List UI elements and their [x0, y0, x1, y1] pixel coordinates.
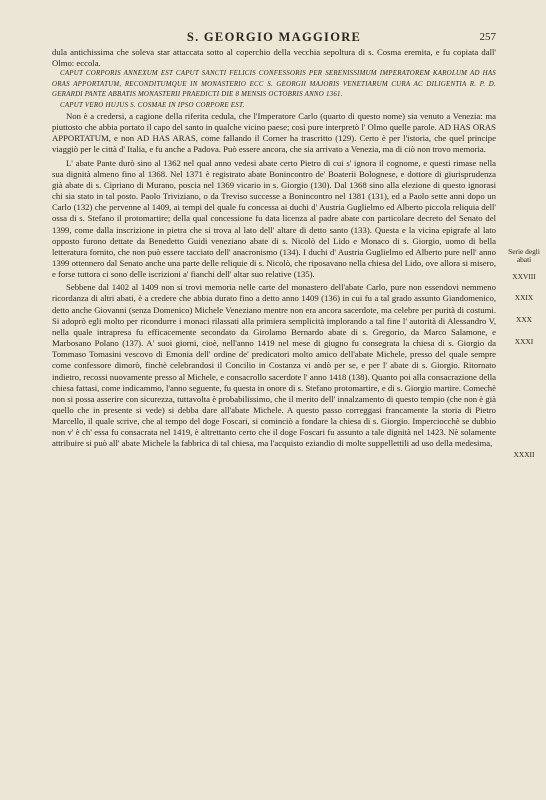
page-header — [52, 30, 496, 46]
margin-note-xxviii: XXVIII — [512, 272, 536, 281]
main-text — [52, 47, 496, 450]
margin-note-xxx: XXX — [515, 315, 532, 324]
running-title: S. GEORGIO MAGGIORE — [186, 30, 362, 44]
latin-inscription: CAPUT CORPORIS ANNEXUM EST CAPUT SANCTI FELICIS CONFESSORIS PER SERENISSIMUM IMPERATOREM KAROLUM AD HAS ORAS APPORTATUM, RECONDITUMQUE IN MONASTERIO ECC S. GEORGII MAJORIS VENETIARUM CURA AC DILIGENTIA R. P. D. GERARDI PANTE ABBATIS MONASTERII PRAEDICTI DIE 8 MENSIS OCTOBRIS ANNO 1361. — [52, 70, 496, 99]
paragraph-abbots-list: L' abate Pante durò sino al 1362 nel qual anno vedesi abate certo Pietro di cui s' ignora il cognome, e questi rimase nella sua dignità almeno fino al 1368. Nel 1371 è registrato abate Bonincontro de' Boaterii Bolognese, e dottore di giurisprudenza già abate di s. Cipriano di Murano, poscia nel 1369 vicario in s. Giorgio (130). Dal 1368 sino alla elezione di questo ignorasi chi sia stato in tal posto. Paolo Triviziano, o da Treviso successe a Bonincontro nel 1381 (131), ed a Paolo sette anni dopo un Carlo (132) che pervenne al 1409, ai tempi del quale fu concessa ai duchi d' Austria Guglielmo ed Alberto piccola reliquia dell' ossa di s. Stefano il protomartire; della qual concessione fu data licenza al padre abate con particolare decreto del Senato del 1399, come dalla inscrizione in pietra che si trova al lato dell' altare di detto santo (133). Questa e la vicina epigrafe al lato opposto furono dettate da Benedetto Guidi veneziano abate di s. Nicolò del Lido e Monaco di s. Giorgio, uomo di bella letteratura fornito, che non può essere tacciato dell' anacronismo (134). I duchi d' Austria Guglielmo ed Alberto pure nell' anno 1399 ottennero dal Senato anche una parte delle reliquie di s. Nicolò, che riposavano nella chiesa del Lido, ove allora si misero, e forse tuttora ci sono delle iscrizioni a' fianchi dell' altar suo relative (135). — [52, 157, 496, 280]
paragraph-cedula-intro: dula antichissima che soleva star attaccata sotto al coperchio della vecchia sepoltura di s. Cosma eremita, e fu copiata dall' Olmo: eccola. — [52, 47, 496, 69]
margin-note-xxxii: XXXII — [513, 450, 535, 459]
margin-note-xxxi: XXXI — [514, 337, 534, 346]
paragraph-carlo: Non è a credersi, a cagione della riferita cedula, che l'Imperatore Carlo (quarto di questo nome) sia venuto a Venezia: ma piuttosto che abbia portato il capo del santo in qualche vicino paese; così pure interpretò l' Olmo quelle parole. AD HAS ORAS APPORTATUM, e non AD HAS ARAS, come fallando il Corner ha trascritto (129). Certo è per l'istoria, che quel principe viaggiò per le città d' Italia, e fu anche a Padova. Può essere ancora, che sia arrivato a Venezia, ma di ciò non trovo memoria. — [52, 110, 496, 155]
latin-inscription-closing: CAPUT VERO HUJUS S. COSMAE IN IPSO CORPORE EST. — [60, 101, 245, 109]
margin-heading: Serie degli abati — [508, 247, 540, 264]
paragraph-abate-michele: Sebbene dal 1402 al 1409 non si trovi memoria nelle carte del monastero dell'abate Carlo, pure non essendovi nemmeno ricordanza di altri abati, è a credere che abbia durato fino a detto anno 1409 (136) in cui fu a tal grado assunto Giandomenico, detto anche Giovanni (senza Domenico) Michele Veneziano mentre non era ancora sacerdote, ma celebre per purità di costumi. Si adoprò egli molto per ricondurre i monaci rilassati alla primiera semplicità implorando a tal fine l' autorità di Alessandro V, nella quale intrapresa fu efficacemente secondato da Girolamo Bernardo abate di s. Gregorio, da Marco Salamone, e Marbosano Polano (137). A' suoi giorni, cioè, nell'anno 1419 nel mese di giugno fu consegrata la chiesa di s. Giorgio da Tommaso Tomasini vescovo di Emonia dell' ordine de' predicatori molto amico dell'abate Michele, presso del quale sempre come confessore dimorò, finchè celebrandosi il Concilio in Costanza vi andò per se, e per l' abate di s. Giorgio. Ritornato indietro, recossi nuovamente presso al Michele, e consacrollo sacerdote l' anno 1418 (138). Quanto poi alla consacrazione della chiesa fattasi, come indicammo, l'anno seguente, fu questa in onore di s. Stefano protomartire, e di s. Giorgio martire. Comechè non si possa asserire con sicurezza, tuttavolta è probabilissimo, che il merito dell' innalzamento di questo tempio (che non è già quello che in presente si vede) si debba dare all'abate Michele. A questo passo correggasi francamente la storia di Pietro Marcello, il quale scrive, che al tempo del doge Foscari, si cominciò a fondare la chiesa di s. Giorgio. Imperciocchè se dubbio non v' è ch' essa fu consacrata nel 1419, è altrettanto certo che il doge Foscari fu assunto a tale dignità nel 1423. Nè solamente attribuire si può all' abate Michele la fabbrica di tal chiesa, ma l'acquisto eziandio di molte suppellettili ad uso della medesima, — [52, 282, 496, 449]
page-number: 257 — [479, 31, 496, 43]
margin-note-xxix: XXIX — [514, 293, 534, 302]
